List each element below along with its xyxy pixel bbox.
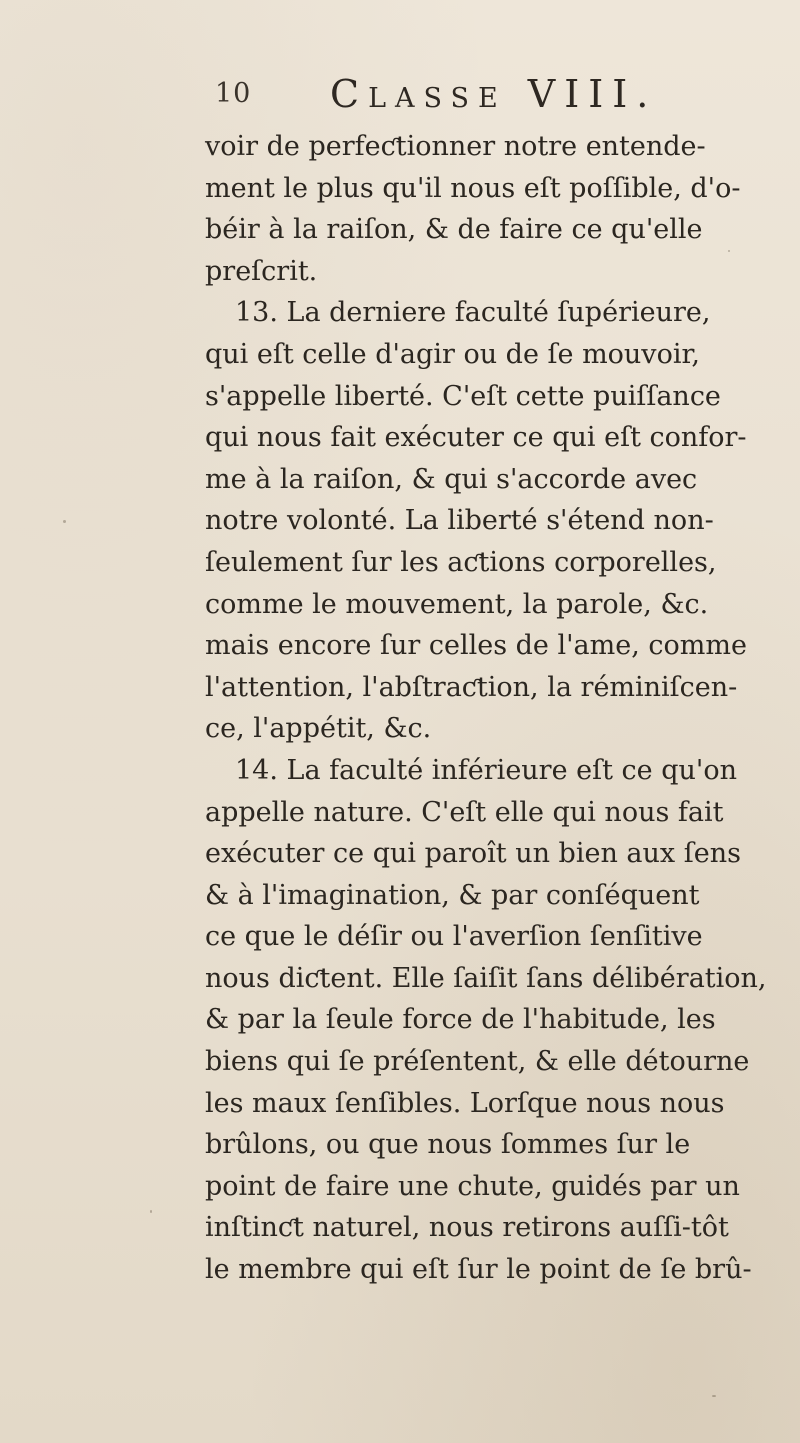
text-line: biens qui ſe préſentent, & elle détourne [205,1046,750,1078]
text-line: ment le plus qu'il nous eſt poſſible, d'o- [205,172,741,204]
text-line: ce, l'appétit, &c. [205,713,432,745]
text-line: qui nous fait exécuter ce qui eſt confor- [205,422,747,454]
paper-speck [728,250,730,252]
text-line: inſtinƈt naturel, nous retirons auſſi-tôt [205,1212,729,1244]
page-number: 10 [215,78,252,109]
text-line: preſcrit. [205,255,318,287]
text-line: & à l'imagination, & par conſéquent [205,879,700,911]
text-line: ſeulement ſur les aƈtions corporelles, [205,546,717,578]
text-line: exécuter ce qui paroît un bien aux ſens [205,838,741,870]
paper-speck [63,520,66,523]
text-line: les maux ſenſibles. Lorſque nous nous [205,1087,725,1119]
page-header [215,72,675,122]
text-line: brûlons, ou que nous ſommes ſur le [205,1129,691,1161]
text-line: l'attention, l'abſtraƈtion, la réminiſcen- [205,671,738,703]
text-line: le membre qui eſt ſur le point de ſe brû- [205,1254,752,1286]
text-line: mais encore ſur celles de l'ame, comme [205,630,747,662]
text-line: appelle nature. C'eſt elle qui nous fait [205,796,724,828]
body-text [205,126,767,1291]
text-line: nous diƈtent. Elle ſaiſit ſans délibération, [205,962,767,994]
text-line: ce que le déſir ou l'averſion ſenſitive [205,921,703,953]
paragraph-14-start: 14. La faculté inférieure eſt ce qu'on [235,754,737,786]
text-line: béir à la raiſon, & de faire ce qu'elle [205,214,703,246]
text-line: comme le mouvement, la parole, &c. [205,588,709,620]
running-title: Classe VIII. [330,72,658,116]
text-line: point de faire une chute, guidés par un [205,1170,740,1202]
paper-speck [150,1210,152,1213]
text-line: voir de perfeƈtionner notre entende- [205,131,706,162]
text-line: notre volonté. La liberté s'étend non- [205,505,714,537]
text-line: & par la ſeule force de l'habitude, les [205,1004,716,1036]
paper-speck [712,1395,716,1397]
paragraph-13-start: 13. La derniere faculté ſupérieure, [235,297,711,329]
text-line: me à la raiſon, & qui s'accorde avec [205,463,698,495]
text-line: s'appelle liberté. C'eſt cette puiſſance [205,380,721,412]
text-line: qui eſt celle d'agir ou de ſe mouvoir, [205,338,700,370]
